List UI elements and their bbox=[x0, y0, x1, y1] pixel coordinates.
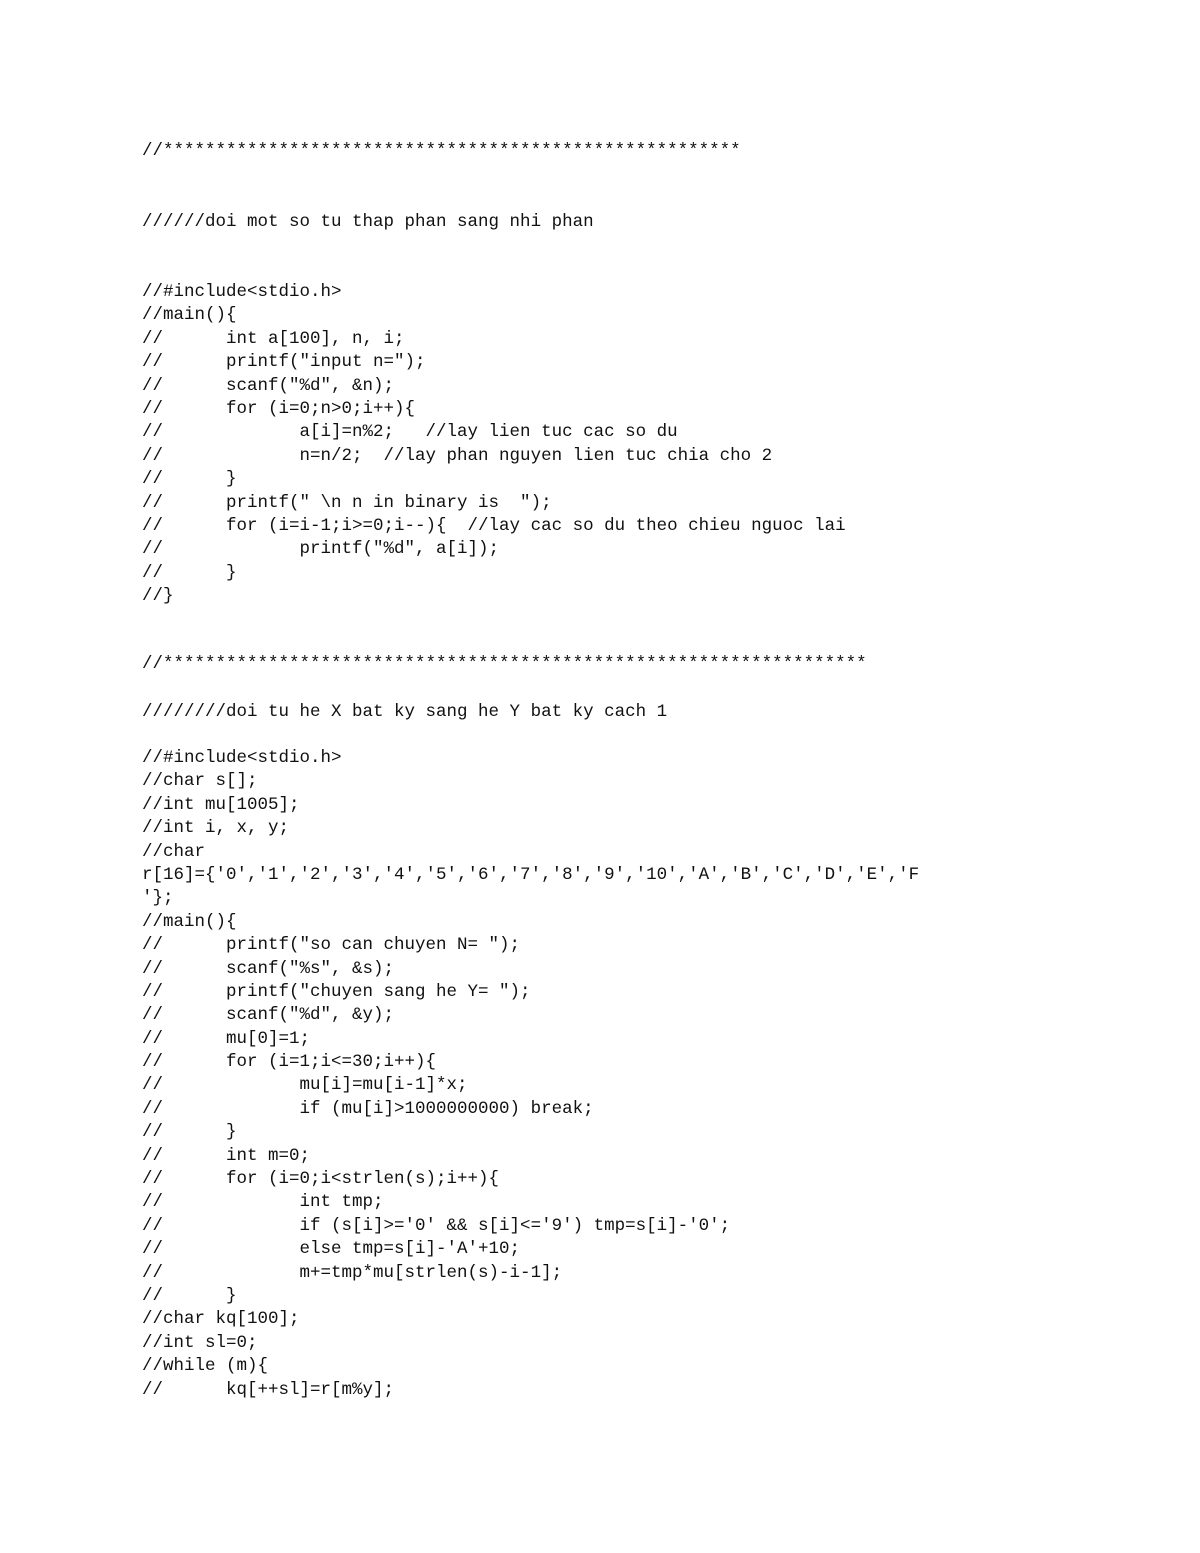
code-line: '}; bbox=[142, 888, 174, 909]
code-line: // for (i=1;i<=30;i++){ bbox=[142, 1052, 437, 1073]
code-line: // scanf("%d", &y); bbox=[142, 1005, 395, 1026]
code-line: // for (i=0;i<strlen(s);i++){ bbox=[142, 1169, 500, 1190]
code-line: // n=n/2; //lay phan nguyen lien tuc chia cho 2 bbox=[142, 445, 773, 466]
code-line: // mu[0]=1; bbox=[142, 1028, 311, 1049]
code-line: //main(){ bbox=[142, 305, 237, 326]
code-line: // scanf("%d", &n); bbox=[142, 375, 395, 396]
code-line: // kq[++sl]=r[m%y]; bbox=[142, 1379, 395, 1400]
code-line: //while (m){ bbox=[142, 1356, 269, 1377]
code-line: // } bbox=[142, 1285, 237, 1306]
separator-line-1 bbox=[142, 140, 741, 163]
code-line: // int tmp; bbox=[142, 1192, 384, 1213]
code-line: // m+=tmp*mu[strlen(s)-i-1]; bbox=[142, 1262, 563, 1283]
code-line: // int m=0; bbox=[142, 1145, 311, 1166]
section-heading-decimal-to-binary bbox=[142, 211, 594, 234]
code-line: //} bbox=[142, 586, 174, 607]
code-line: //#include<stdio.h> bbox=[142, 748, 342, 768]
code-line: //char s[]; bbox=[142, 771, 258, 792]
code-line: //char kq[100]; bbox=[142, 1309, 300, 1330]
code-line: //int mu[1005]; bbox=[142, 794, 300, 815]
code-line: r[16]={'0','1','2','3','4','5','6','7','8','9','10','A','B','C','D','E','F bbox=[142, 864, 920, 885]
code-line: //int sl=0; bbox=[142, 1332, 258, 1353]
code-line: // for (i=i-1;i>=0;i--){ //lay cac so du theo chieu nguoc lai bbox=[142, 515, 846, 536]
code-block-decimal-to-binary bbox=[142, 281, 846, 608]
code-line: //#include<stdio.h> bbox=[142, 282, 342, 302]
code-line: //******************************************************* bbox=[142, 141, 741, 161]
code-line: // } bbox=[142, 562, 237, 583]
code-line: // printf(" \n n in binary is "); bbox=[142, 492, 552, 513]
section-heading-base-x-to-base-y bbox=[142, 701, 667, 724]
code-line: // if (mu[i]>1000000000) break; bbox=[142, 1098, 594, 1119]
code-line: // } bbox=[142, 469, 237, 490]
code-line: // else tmp=s[i]-'A'+10; bbox=[142, 1239, 521, 1260]
code-line: //char bbox=[142, 841, 206, 862]
code-line: // printf("so can chuyen N= "); bbox=[142, 935, 521, 956]
code-line: //main(){ bbox=[142, 911, 237, 932]
code-block-base-conversion bbox=[142, 747, 919, 1402]
code-line: // printf("%d", a[i]); bbox=[142, 539, 500, 560]
code-line: //******************************************************************* bbox=[142, 654, 867, 674]
code-line: // for (i=0;n>0;i++){ bbox=[142, 398, 416, 419]
code-line: // if (s[i]>='0' && s[i]<='9') tmp=s[i]-'0'; bbox=[142, 1215, 731, 1236]
code-line: // printf("chuyen sang he Y= "); bbox=[142, 981, 531, 1002]
code-line: //int i, x, y; bbox=[142, 818, 290, 839]
code-line: // a[i]=n%2; //lay lien tuc cac so du bbox=[142, 422, 678, 443]
code-line: ////////doi tu he X bat ky sang he Y bat ky cach 1 bbox=[142, 702, 668, 722]
code-line: //////doi mot so tu thap phan sang nhi phan bbox=[142, 212, 594, 232]
code-line: // int a[100], n, i; bbox=[142, 328, 405, 349]
code-line: // printf("input n="); bbox=[142, 352, 426, 373]
separator-line-2 bbox=[142, 653, 867, 676]
code-line: // } bbox=[142, 1122, 237, 1143]
code-line: // mu[i]=mu[i-1]*x; bbox=[142, 1075, 468, 1096]
code-line: // scanf("%s", &s); bbox=[142, 958, 395, 979]
